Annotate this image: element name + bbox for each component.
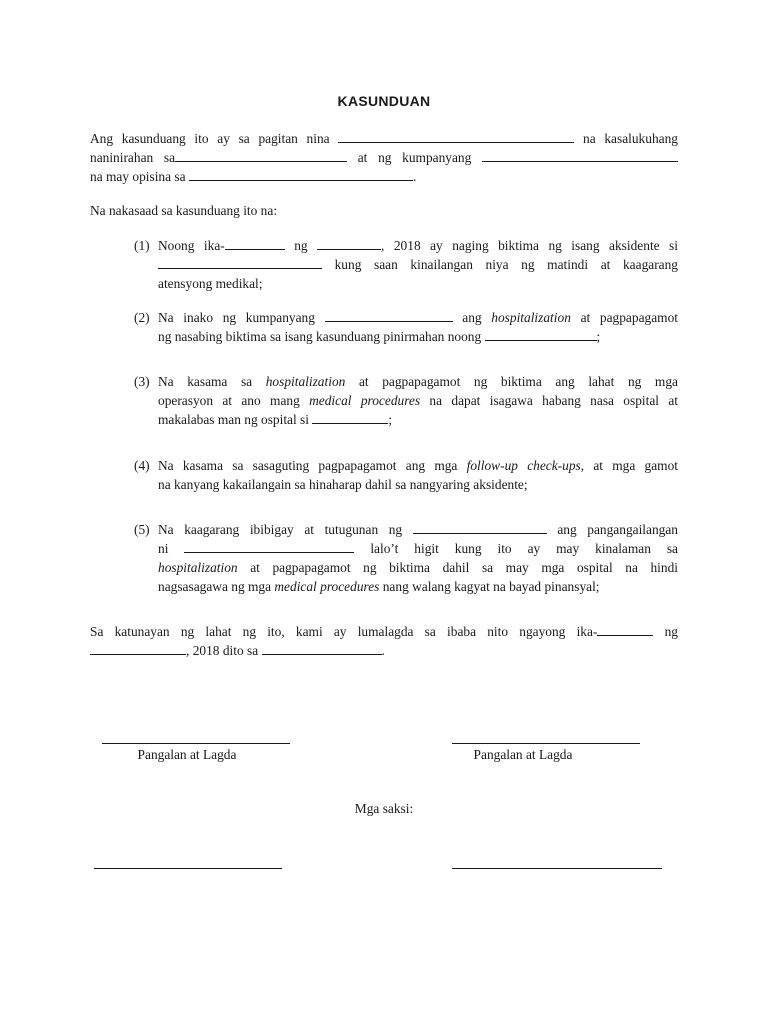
item-1-line-2: kung saan kinailangan niya ng matindi at kaagarang	[158, 255, 678, 274]
signing-date-blank	[485, 328, 597, 341]
intro-line-3: na may opisina sa .	[90, 169, 417, 184]
office-address-blank	[189, 168, 413, 181]
beneficiary-blank	[184, 540, 354, 553]
witness-line-left	[94, 868, 282, 869]
witness-line-right	[452, 868, 662, 869]
residence-blank	[175, 149, 347, 162]
item-number: (4)	[134, 458, 150, 473]
patient-name-blank	[312, 411, 388, 424]
witnesses-heading: Mga saksi:	[354, 801, 414, 816]
item-number: (3)	[134, 374, 150, 389]
victim-name-blank	[158, 256, 322, 269]
closing-line-2: , 2018 dito sa .	[90, 641, 678, 660]
company-blank	[325, 309, 453, 322]
signature-line-right	[452, 743, 640, 744]
item-4-line-2: na kanyang kakailangain sa hinaharap dahil sa nangyaring aksidente;	[158, 477, 528, 492]
item-1-line-3: atensyong medikal;	[158, 276, 263, 291]
party-name-blank	[338, 130, 574, 143]
item-number: (5)	[134, 522, 150, 537]
company-name-blank	[482, 149, 678, 162]
item-4-line-1: Na kasama sa sasaguting pagpapagamot ang mga follow-up check-ups, at mga gamot	[158, 458, 678, 473]
signature-label-left: Pangalan at Lagda	[137, 747, 237, 762]
closing-place-blank	[262, 642, 382, 655]
month-blank	[317, 237, 381, 250]
closing-day-blank	[597, 623, 653, 636]
item-5-line-3: hospitalization at pagpapagamot ng biktima dahil sa may mga ospital na hindi	[158, 560, 678, 575]
item-number: (2)	[134, 310, 150, 325]
signature-label-right: Pangalan at Lagda	[473, 747, 573, 762]
item-3-line-1: Na kasama sa hospitalization at pagpapagamot ng biktima ang lahat ng mga	[158, 374, 678, 389]
item-2-line-2: ng nasabing biktima sa isang kasunduang pinirmahan noong ;	[158, 329, 601, 344]
item-5-line-2: ni lalo’t higit kung ito ay may kinalaman sa	[158, 541, 678, 556]
item-5-line-1: Na kaagarang ibibigay at tutugunan ng ang pangangailangan	[158, 522, 678, 537]
day-blank	[225, 237, 285, 250]
item-2-line-1: Na inako ng kumpanyang ang hospitalization at pagpapagamot	[158, 310, 678, 325]
document-title: KASUNDUAN	[337, 93, 431, 109]
closing-line-1: Sa katunayan ng lahat ng ito, kami ay lumalagda sa ibaba nito ngayong ika- ng	[90, 624, 678, 639]
intro-line-2: naninirahan sa at ng kumpanyang	[90, 148, 678, 167]
signature-line-left	[102, 743, 290, 744]
intro-line-1: Ang kasunduang ito ay sa pagitan nina na kasalukuhang	[90, 131, 678, 146]
provider-blank	[413, 521, 547, 534]
item-3-line-2: operasyon at ano mang medical procedures na dapat isagawa habang nasa ospital at	[158, 393, 679, 408]
item-5-line-4: nagsasagawa ng mga medical procedures nang walang kagyat na bayad pinansyal;	[158, 579, 600, 594]
item-1-line-1: Noong ika- ng , 2018 ay naging biktima ng isang aksidente si	[158, 238, 678, 253]
item-3-line-3: makalabas man ng ospital si ;	[158, 412, 393, 427]
stated-heading: Na nakasaad sa kasunduang ito na:	[90, 203, 278, 218]
item-number: (1)	[134, 238, 150, 253]
closing-month-blank	[90, 642, 186, 655]
